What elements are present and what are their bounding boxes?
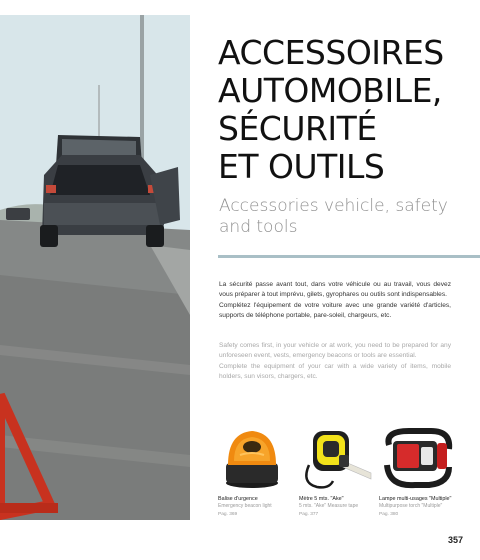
french-paragraph: La sécurité passe avant tout, dans votre véhicule ou au travail, vous devez vous préparer à tout imprévu, gilets, gyrophares ou outils sont indispensables. [219,281,451,299]
title-line: ET OUTILS [218,147,385,186]
product-emergency-beacon[interactable] [218,425,296,518]
cover-photo [0,15,190,520]
product-page-ref: Pag. 380 [379,511,399,517]
product-page-ref: Pag. 369 [218,511,238,517]
product-name: Lampe multi-usages "Multiple" [379,496,452,502]
product-multipurpose-torch[interactable] [379,425,457,518]
page-title [218,34,468,186]
product-name: Balise d'urgence [218,496,258,502]
product-english-name: Multipurpose torch "Multiple" [379,503,443,509]
french-paragraph: Complétez l'équipement de votre voiture avec une grande variété d'articles, supports de téléphone portable, pare-soleil, chargeurs, etc. [219,301,451,319]
title-line: AUTOMOBILE, [218,71,442,110]
product-measure-tape[interactable] [299,425,377,518]
torch-image [379,425,457,491]
measure-tape-image [299,425,377,491]
english-paragraph: Safety comes first, in your vehicle or at work, you need to be prepared for any unforeseen event, vests, emergency beacons or tools are essential. [219,342,451,360]
product-page-ref: Pag. 377 [299,511,319,517]
page-number: 357 [448,535,464,545]
title-line: ACCESSOIRES [218,33,444,72]
english-paragraph: Complete the equipment of your car with a wide variety of items, mobile holders, sun visors, chargers, etc. [219,362,451,380]
product-english-name: 5 mts. "Ake" Measure tape [299,503,359,509]
beacon-image [218,425,296,491]
french-intro [219,280,451,321]
english-intro [219,341,451,382]
page-subtitle: Accessories vehicle, safety and tools [219,196,448,237]
title-line: SÉCURITÉ [218,109,377,148]
product-english-name: Emergency beacon light [218,503,272,509]
product-name: Mètre 5 mts. "Ake" [299,496,344,502]
accent-divider [218,255,480,258]
